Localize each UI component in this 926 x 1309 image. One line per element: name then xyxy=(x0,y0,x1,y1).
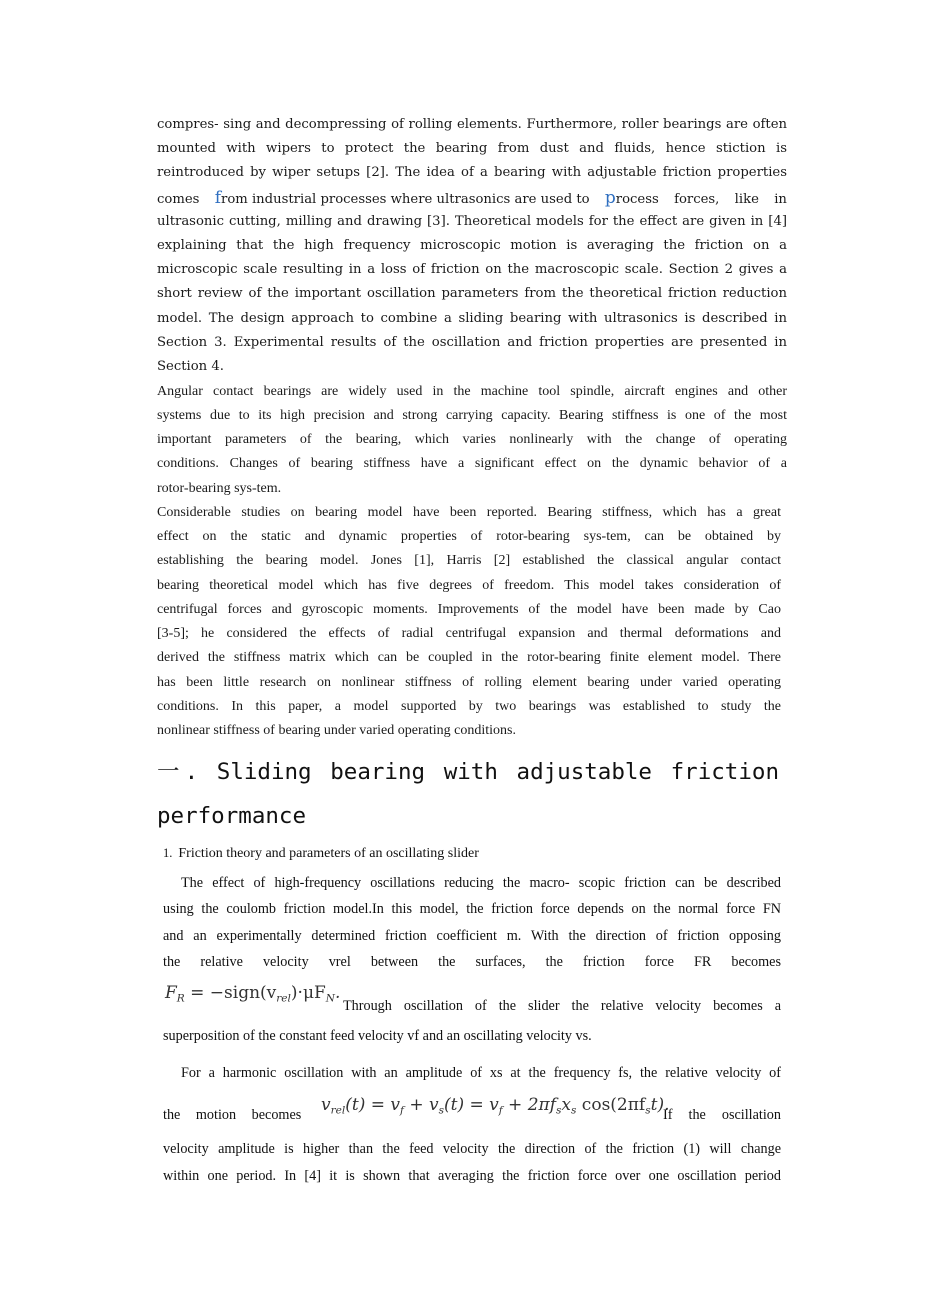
mixed-segment xyxy=(605,188,659,208)
text-line: systems due to its high precision and strong carrying capacity. Bearing stiffness is one of the most xyxy=(157,408,787,423)
text-line: Section 4. xyxy=(157,359,224,374)
text-line: ultrasonic cutting, milling and drawing [3]. Theoretical models for the effect are given in [4] xyxy=(157,214,787,229)
text-line: conditions. In this paper, a model supported by two bearings was established to study the xyxy=(157,699,781,714)
text-line: important parameters of the bearing, which varies nonlinearly with the change of operating xyxy=(157,432,787,447)
text-line: superposition of the constant feed velocity vf and an oscillating velocity vs. xyxy=(163,1028,592,1044)
text-line: establishing the bearing model. Jones [1], Harris [2] established the classical angular contact xyxy=(157,553,781,568)
text-line: Section 3. Experimental results of the oscillation and friction properties are presented in xyxy=(157,335,787,350)
subsection-title-text: Friction theory and parameters of an oscillating slider xyxy=(178,846,479,861)
text-segment: If the oscillation xyxy=(663,1107,781,1123)
word: forces, xyxy=(674,192,720,207)
word: in xyxy=(774,192,787,207)
word: comes xyxy=(157,192,200,207)
equation-line xyxy=(163,1097,781,1127)
word-run: rom industrial processes where ultrasonics are used to xyxy=(221,192,590,207)
text-line: explaining that the high frequency microscopic motion is averaging the friction on a xyxy=(157,238,787,253)
blue-letter: f xyxy=(214,188,222,208)
text-line: mounted with wipers to protect the bearing from dust and fluids, hence stiction is xyxy=(157,141,787,156)
word: like xyxy=(734,192,759,207)
subsection-number: 1. xyxy=(163,846,173,860)
text-line: velocity amplitude is higher than the feed velocity the direction of the friction (1) will change xyxy=(163,1141,781,1157)
text-line: reintroduced by wiper setups [2]. The idea of a bearing with adjustable friction properties xyxy=(157,165,787,180)
text-segment: the motion becomes xyxy=(163,1107,302,1123)
text-line: nonlinear stiffness of bearing under varied operating conditions. xyxy=(157,723,516,738)
text-line: microscopic scale resulting in a loss of friction on the macroscopic scale. Section 2 gives a xyxy=(157,262,787,277)
word: rocess xyxy=(615,192,659,207)
text-line: For a harmonic oscillation with an amplitude of xs at the frequency fs, the relative velocity of xyxy=(181,1065,781,1081)
equation-line xyxy=(165,983,781,1015)
section-heading-line2: performance xyxy=(157,803,307,829)
text-line: centrifugal forces and gyroscopic moments. Improvements of the model have been made by Cao xyxy=(157,602,781,617)
text-line: within one period. In [4] it is shown that averaging the friction force over one oscillation period xyxy=(163,1168,781,1184)
text-line: Considerable studies on bearing model have been reported. Bearing stiffness, which has a great xyxy=(157,505,781,520)
text-line: using the coulomb friction model.In this model, the friction force depends on the normal force FN xyxy=(163,901,781,917)
text-line: compres- sing and decompressing of rolling elements. Furthermore, roller bearings are often xyxy=(157,117,787,132)
text-line: the relative velocity vrel between the surfaces, the friction force FR becomes xyxy=(163,954,781,970)
section-heading-line1: 一. Sliding bearing with adjustable friction xyxy=(157,759,779,785)
text-line: effect on the static and dynamic properties of rotor-bearing sys-tem, can be obtained by xyxy=(157,529,781,544)
subsection-title xyxy=(163,846,479,862)
text-line: Angular contact bearings are widely used in the machine tool spindle, aircraft engines and other xyxy=(157,384,787,399)
text-line: short review of the important oscillation parameters from the theoretical friction reduction xyxy=(157,286,787,301)
text-line: [3-5]; he considered the effects of radial centrifugal expansion and thermal deformations and xyxy=(157,626,781,641)
text-line: The effect of high-frequency oscillations reducing the macro- scopic friction can be described xyxy=(181,875,781,891)
friction-force-equation: $F_R$ = $-sign(v_{rel})\cdot\mu F_N$. xyxy=(165,983,341,1005)
text-segment: Through oscillation of the slider the relative velocity becomes a xyxy=(343,998,781,1014)
mixed-segment xyxy=(215,188,590,208)
relative-velocity-equation: $v_{rel}(t) = v_f + v_s(t) = v_f + 2\pi f_sx_s$ $\cos(2\pi f_st)$. xyxy=(321,1095,670,1117)
text-line: model. The design approach to combine a sliding bearing with ultrasonics is described in xyxy=(157,311,787,326)
text-line: bearing theoretical model which has five degrees of freedom. This model takes consideration of xyxy=(157,578,781,593)
text-line: derived the stiffness matrix which can be coupled in the rotor-bearing finite element model. There xyxy=(157,650,781,665)
text-line-mixed xyxy=(157,188,787,208)
text-line: conditions. Changes of bearing stiffness have a significant effect on the dynamic behavior of a xyxy=(157,456,787,471)
text-line: rotor-bearing sys-tem. xyxy=(157,481,282,496)
blue-letter: p xyxy=(604,188,616,208)
text-line: and an experimentally determined friction coefficient m. With the direction of friction opposing xyxy=(163,928,781,944)
text-line: has been little research on nonlinear stiffness of rolling element bearing under varied operating xyxy=(157,675,781,690)
